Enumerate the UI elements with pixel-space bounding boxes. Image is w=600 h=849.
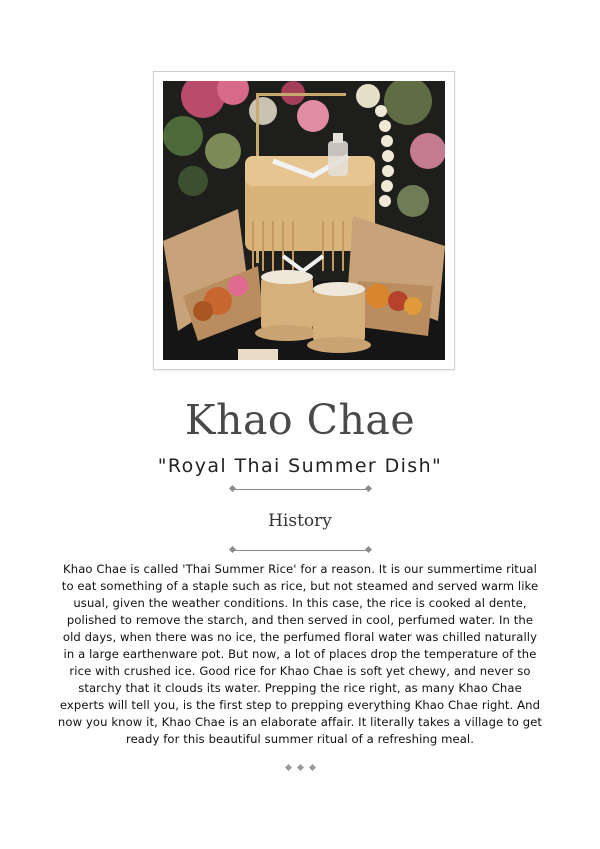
history-paragraph: Khao Chae is called 'Thai Summer Rice' for a reason. It is our summertime ritual to eat something of a staple such as rice, but not steamed and served warm like usual, given the weather conditions. In this case, the rice is cooked al dente, polished to remove the starch, and then served in cool, perfumed water. In the old days, when there was no ice, the perfumed floral water was chilled naturally in a large earthenware pot. But now, a lot of places drop the temperature of the rice with crushed ice. Good rice for Khao Chae is soft yet chewy, and never so starchy that it clouds its water. Prepping the rice right, as many Khao Chae experts will tell you, is the first step to prepping everything Khao Chae right. And now you know it, Khao Chae is an elaborate affair. It literally takes a village to get ready for this beautiful summer ritual of a refreshing meal. [57,562,543,746]
page-title: Khao Chae [184,396,416,444]
ornament-dots [0,765,600,770]
divider [232,489,369,490]
section-heading: History [268,511,332,531]
ornament-dot [296,764,303,771]
ornament-dot [308,764,315,771]
divider [232,550,369,551]
khao-chae-photo [163,81,445,360]
page-subtitle: "Royal Thai Summer Dish" [157,455,443,477]
ornament-dot [284,764,291,771]
photo-frame [153,71,455,370]
